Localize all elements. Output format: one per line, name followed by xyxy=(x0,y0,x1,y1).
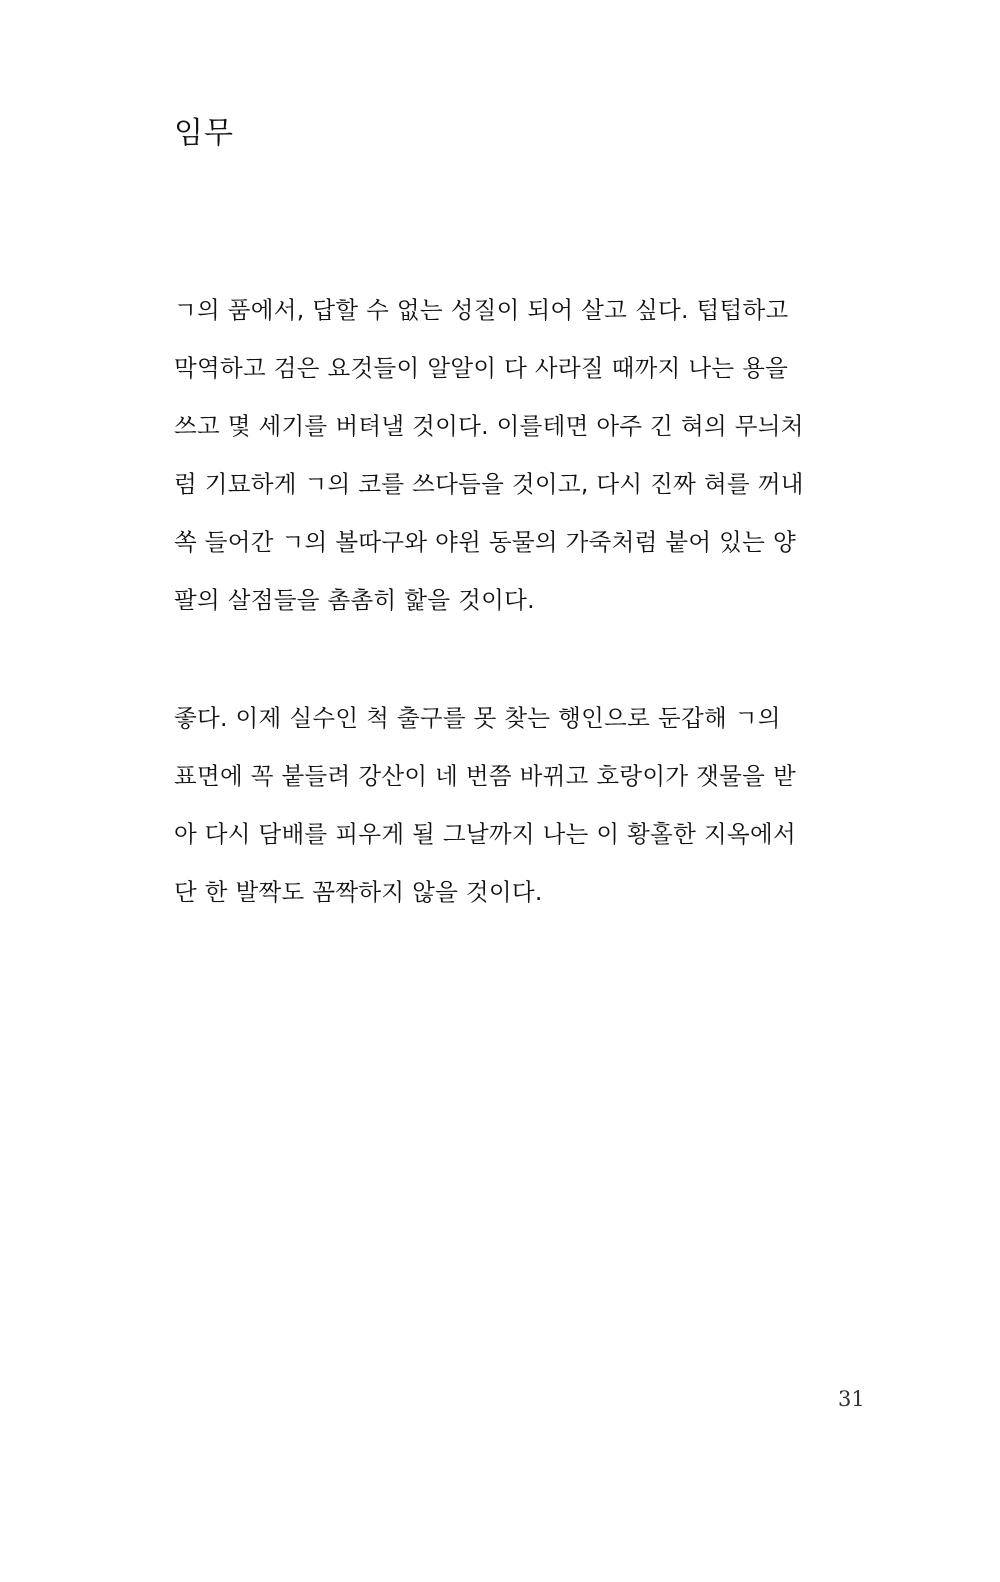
text-line: 좋다. 이제 실수인 척 출구를 못 찾는 행인으로 둔갑해 ㄱ의 xyxy=(174,704,781,732)
text-line: 아 다시 담배를 피우게 될 그날까지 나는 이 황홀한 지옥에서 xyxy=(174,820,796,848)
text-line: 표면에 꼭 붙들려 강산이 네 번쯤 바뀌고 호랑이가 잿물을 받 xyxy=(174,762,796,790)
text-line: 단 한 발짝도 꼼짝하지 않을 것이다. xyxy=(174,878,543,906)
text-line: 럼 기묘하게 ㄱ의 코를 쓰다듬을 것이고, 다시 진짜 혀를 꺼내 xyxy=(174,470,804,498)
text-line: 막역하고 검은 요것들이 알알이 다 사라질 때까지 나는 용을 xyxy=(174,354,789,382)
paragraph-2 xyxy=(174,700,854,932)
page-title: 임무 xyxy=(174,116,234,151)
text-line: 쏙 들어간 ㄱ의 볼따구와 야윈 동물의 가죽처럼 붙어 있는 양 xyxy=(174,528,796,556)
page-number: 31 xyxy=(838,1387,865,1411)
paragraph-1 xyxy=(174,292,854,640)
text-line: ㄱ의 품에서, 답할 수 없는 성질이 되어 살고 싶다. 텁텁하고 xyxy=(174,296,789,324)
text-line: 쓰고 몇 세기를 버텨낼 것이다. 이를테면 아주 긴 혀의 무늬처 xyxy=(174,412,804,440)
text-line: 팔의 살점들을 촘촘히 핥을 것이다. xyxy=(174,586,535,614)
